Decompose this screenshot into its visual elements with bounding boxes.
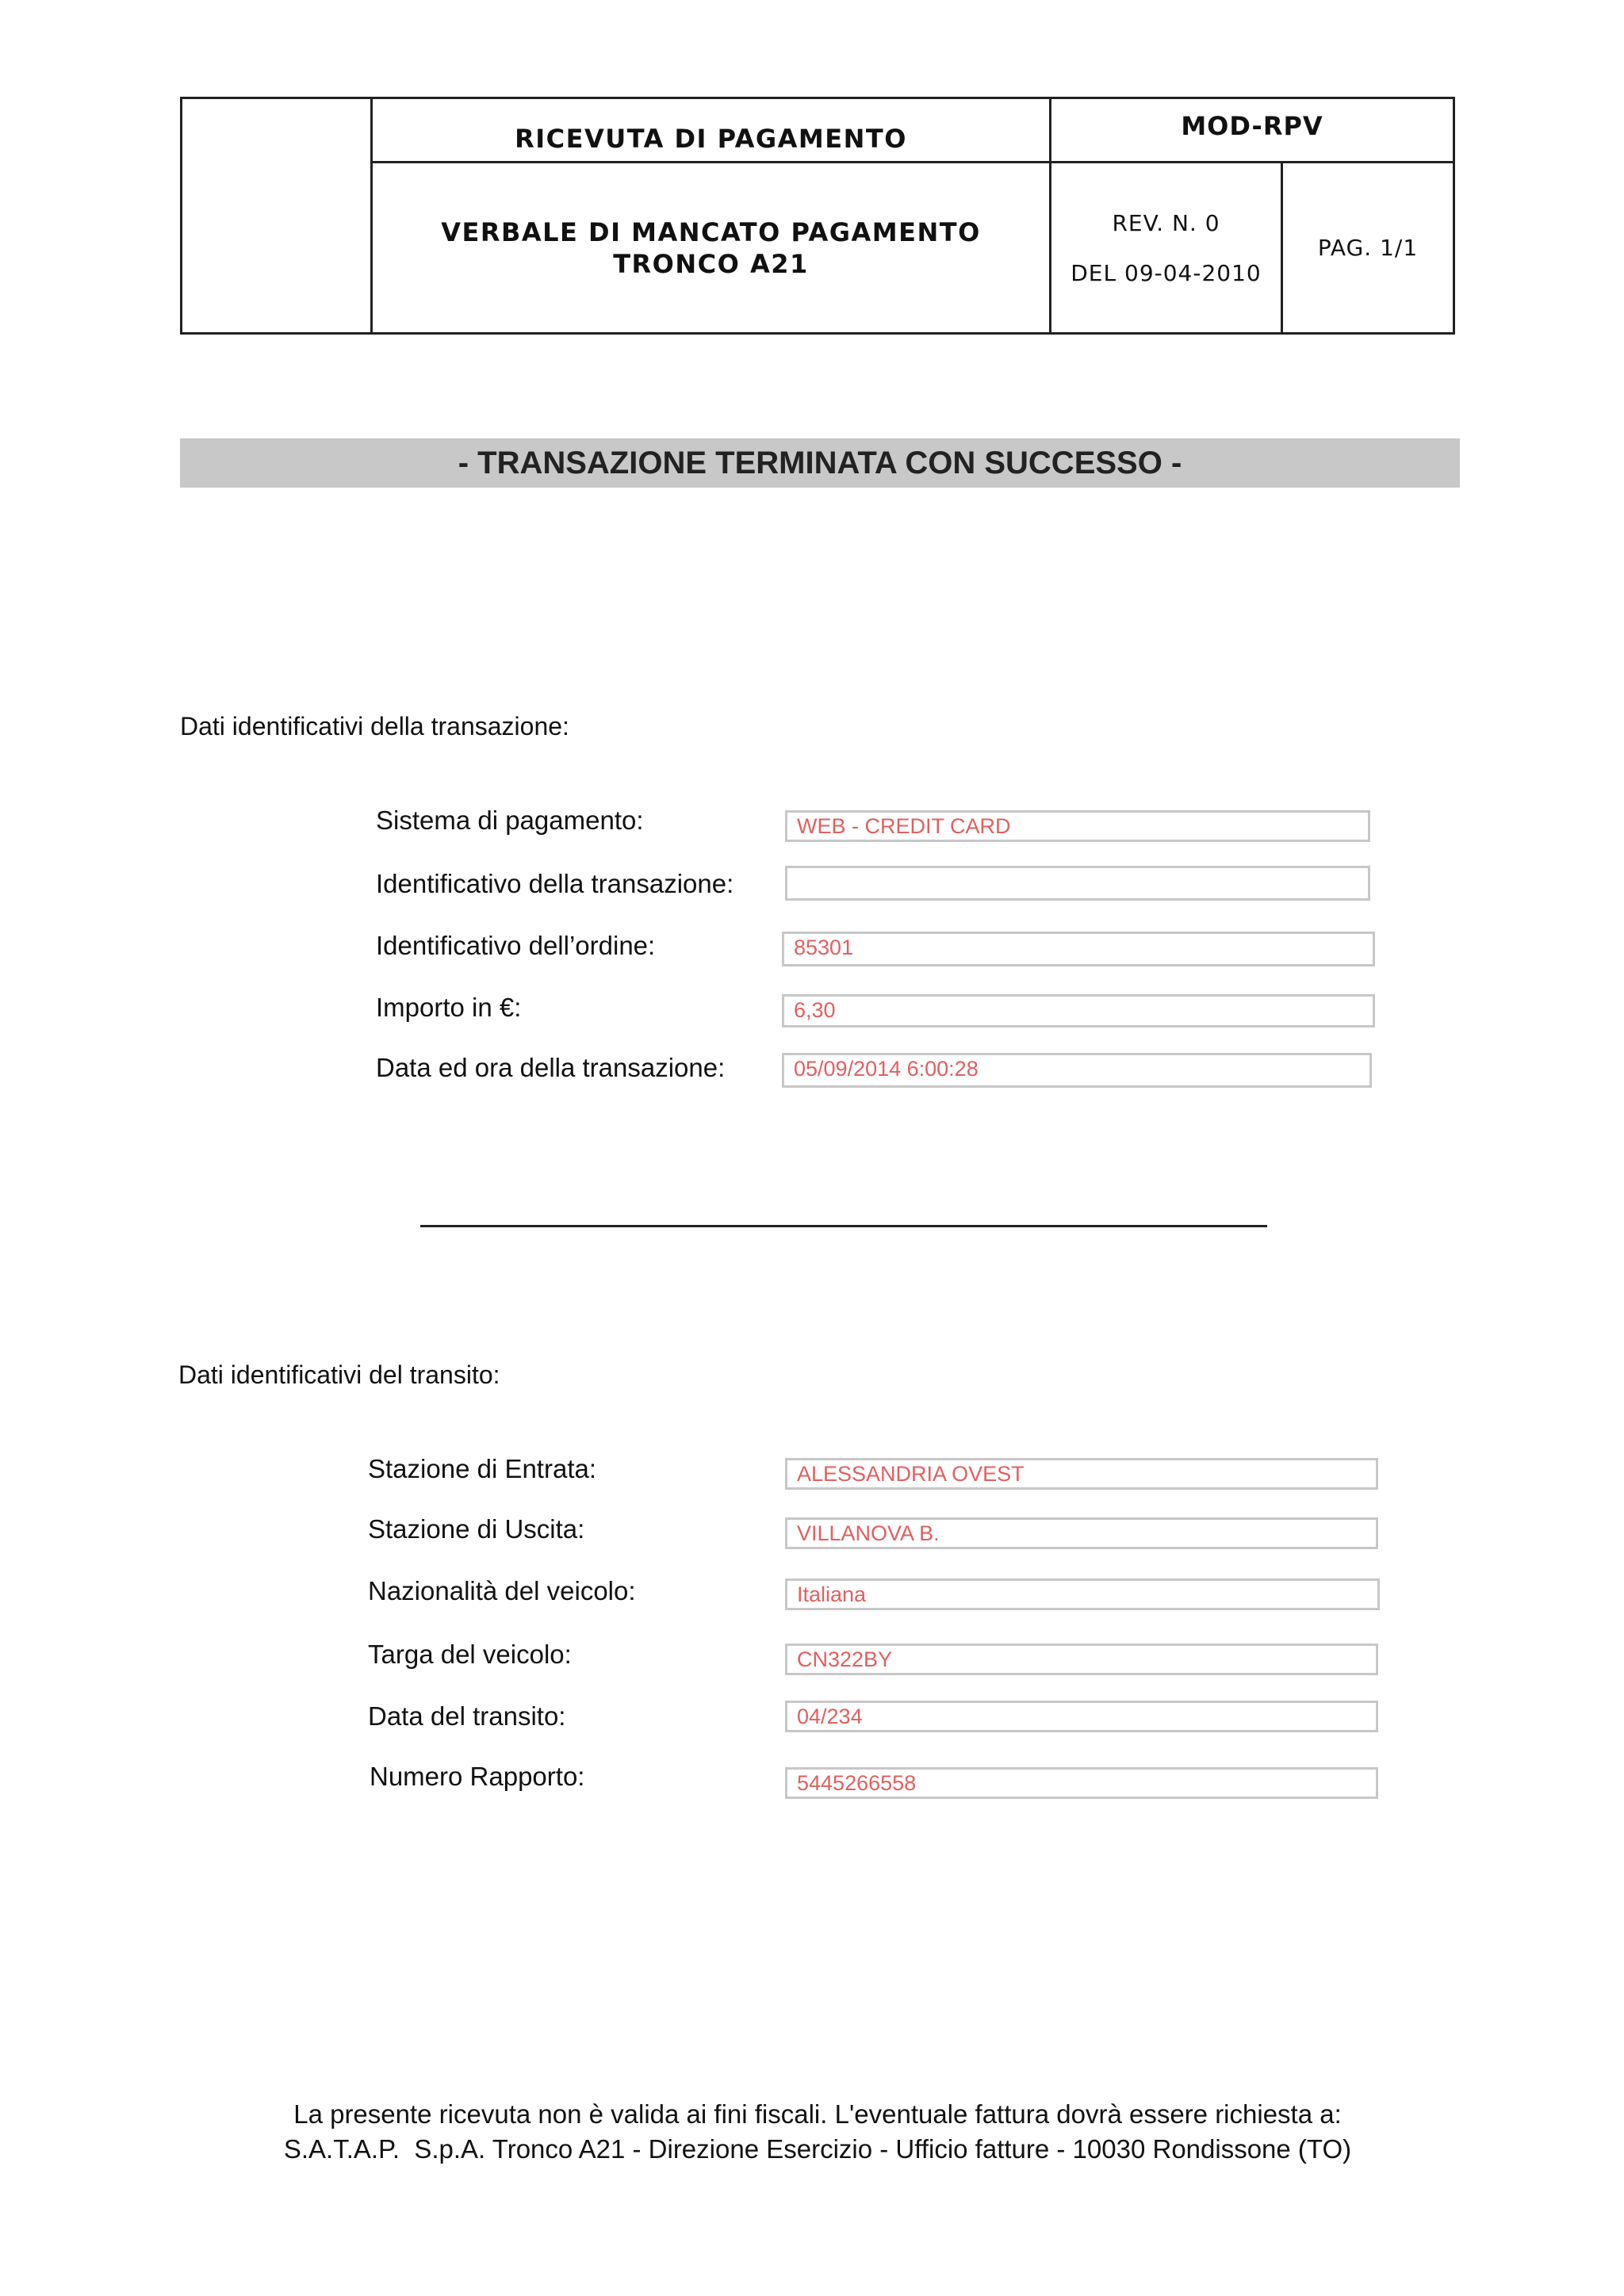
section-divider [420, 1225, 1267, 1227]
amount-field[interactable]: 6,30 [782, 994, 1375, 1027]
transit-section-label: Dati identificativi del transito: [178, 1360, 500, 1389]
transaction-section-label: Dati identificativi della transazione: [180, 712, 569, 740]
revision-info [1051, 163, 1281, 332]
status-banner: - TRANSAZIONE TERMINATA CON SUCCESSO - [180, 438, 1460, 488]
document-subtitle-line2: TRONCO A21 [613, 248, 809, 279]
module-code: MOD-RPV [1181, 111, 1323, 141]
exit-station-label: Stazione di Uscita: [368, 1514, 585, 1544]
vehicle-plate-label: Targa del veicolo: [368, 1640, 572, 1669]
document-subtitle [373, 163, 1049, 332]
document-subtitle-line1: VERBALE DI MANCATO PAGAMENTO [441, 216, 981, 247]
order-id-field[interactable]: 85301 [782, 932, 1375, 966]
transit-date-field[interactable]: 04/234 [785, 1701, 1378, 1732]
report-number-label: Numero Rapporto: [370, 1762, 585, 1791]
report-number-field[interactable]: 5445266558 [785, 1767, 1378, 1799]
revision-date: DEL 09-04-2010 [1071, 259, 1262, 286]
footer-line2: S.A.T.A.P. S.p.A. Tronco A21 - Direzione Esercizio - Ufficio fatture - 10030 Rondissone (TO) [283, 2134, 1352, 2164]
entry-station-field[interactable]: ALESSANDRIA OVEST [785, 1458, 1378, 1490]
amount-label: Importo in €: [376, 993, 522, 1022]
document-header-table [180, 97, 1455, 335]
payment-system-field[interactable]: WEB - CREDIT CARD [785, 810, 1370, 842]
entry-station-label: Stazione di Entrata: [368, 1454, 597, 1483]
revision-number: REV. N. 0 [1112, 209, 1220, 236]
order-id-label: Identificativo dell’ordine: [376, 931, 656, 960]
vehicle-nationality-field[interactable]: Italiana [785, 1578, 1380, 1610]
vehicle-nationality-label: Nazionalità del veicolo: [368, 1576, 636, 1605]
payment-system-label: Sistema di pagamento: [376, 806, 644, 835]
document-title: RICEVUTA DI PAGAMENTO [515, 124, 907, 154]
transaction-id-label: Identificativo della transazione: [376, 869, 734, 898]
transaction-datetime-field[interactable]: 05/09/2014 6:00:28 [782, 1053, 1372, 1088]
footer-line1: La presente ricevuta non è valida ai fini fiscali. L'eventuale fattura dovrà essere richiesta a: [293, 2099, 1342, 2129]
vehicle-plate-field[interactable]: CN322BY [785, 1644, 1378, 1675]
transaction-datetime-label: Data ed ora della transazione: [376, 1053, 726, 1082]
transaction-id-field[interactable] [785, 866, 1370, 901]
page-number: PAG. 1/1 [1317, 235, 1419, 261]
footer-note [180, 2097, 1455, 2167]
exit-station-field[interactable]: VILLANOVA B. [785, 1517, 1378, 1549]
transit-date-label: Data del transito: [368, 1701, 566, 1731]
